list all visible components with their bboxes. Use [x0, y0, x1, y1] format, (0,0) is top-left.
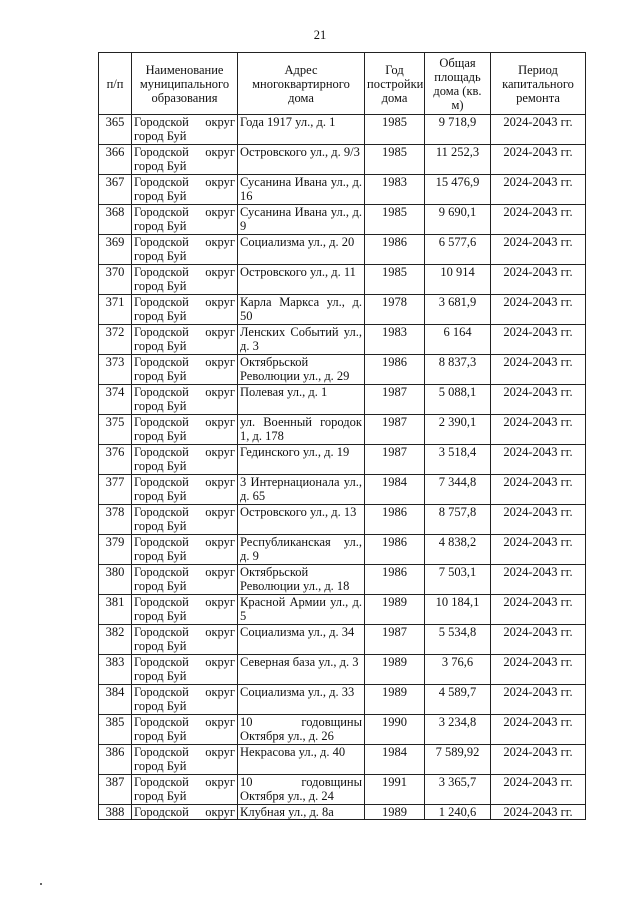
municipality-city: город Буй [134, 369, 187, 383]
municipality-line [134, 655, 235, 669]
address-cell: Островского ул., д. 11 [238, 265, 365, 295]
period-cell: 2024-2043 гг. [491, 745, 586, 775]
area-cell: 3 76,6 [425, 655, 491, 685]
period-cell: 2024-2043 гг. [491, 535, 586, 565]
row-number: 387 [99, 775, 132, 805]
municipality-type: Городской [134, 325, 189, 339]
table-row [99, 295, 586, 325]
address-cell: Островского ул., д. 13 [238, 505, 365, 535]
municipality-city: город Буй [134, 399, 187, 413]
area-cell: 7 503,1 [425, 565, 491, 595]
municipality-city: город Буй [134, 249, 187, 263]
municipality-cell [132, 535, 238, 565]
table-row [99, 535, 586, 565]
table-body [99, 115, 586, 820]
address-cell: Клубная ул., д. 8а [238, 805, 365, 820]
municipality-line [134, 505, 235, 519]
area-cell: 7 344,8 [425, 475, 491, 505]
table-row [99, 565, 586, 595]
municipality-kind: округ [205, 415, 235, 429]
municipality-city: город Буй [134, 699, 187, 713]
period-cell: 2024-2043 гг. [491, 325, 586, 355]
period-cell: 2024-2043 гг. [491, 715, 586, 745]
table-header-row [99, 53, 586, 115]
row-number: 375 [99, 415, 132, 445]
area-cell: 2 390,1 [425, 415, 491, 445]
year-cell: 1986 [365, 565, 425, 595]
municipality-line [134, 535, 235, 549]
row-number: 385 [99, 715, 132, 745]
year-cell: 1984 [365, 475, 425, 505]
municipality-kind: округ [205, 355, 235, 369]
year-cell: 1987 [365, 415, 425, 445]
area-cell: 5 534,8 [425, 625, 491, 655]
municipality-cell [132, 445, 238, 475]
municipality-type: Городской [134, 295, 189, 309]
municipality-cell [132, 595, 238, 625]
area-cell: 10 914 [425, 265, 491, 295]
municipality-type: Городской [134, 115, 189, 129]
year-cell: 1984 [365, 745, 425, 775]
row-number: 382 [99, 625, 132, 655]
period-cell: 2024-2043 гг. [491, 565, 586, 595]
row-number: 370 [99, 265, 132, 295]
row-number: 371 [99, 295, 132, 325]
municipality-cell [132, 235, 238, 265]
municipality-city: город Буй [134, 609, 187, 623]
municipality-cell [132, 145, 238, 175]
municipality-city: город Буй [134, 639, 187, 653]
municipality-line [134, 295, 235, 309]
row-number: 380 [99, 565, 132, 595]
municipality-line [134, 385, 235, 399]
area-cell: 7 589,92 [425, 745, 491, 775]
table-row [99, 595, 586, 625]
row-number: 368 [99, 205, 132, 235]
area-cell: 3 234,8 [425, 715, 491, 745]
area-cell: 15 476,9 [425, 175, 491, 205]
table-row [99, 355, 586, 385]
municipality-city: город Буй [134, 129, 187, 143]
municipality-cell [132, 565, 238, 595]
municipality-type: Городской [134, 505, 189, 519]
municipality-cell [132, 355, 238, 385]
municipality-cell [132, 715, 238, 745]
year-cell: 1987 [365, 445, 425, 475]
address-cell: Сусанина Ивана ул., д. 9 [238, 205, 365, 235]
table-row [99, 445, 586, 475]
year-cell: 1983 [365, 325, 425, 355]
address-cell: Гединского ул., д. 19 [238, 445, 365, 475]
municipality-type: Городской [134, 745, 189, 759]
municipality-type: Городской [134, 175, 189, 189]
housing-register-table [98, 52, 586, 820]
municipality-line [134, 175, 235, 189]
municipality-city: город Буй [134, 429, 187, 443]
period-cell: 2024-2043 гг. [491, 805, 586, 820]
period-cell: 2024-2043 гг. [491, 655, 586, 685]
municipality-kind: округ [205, 265, 235, 279]
row-number: 365 [99, 115, 132, 145]
municipality-type: Городской [134, 265, 189, 279]
municipality-cell [132, 655, 238, 685]
area-cell: 4 838,2 [425, 535, 491, 565]
municipality-type: Городской [134, 355, 189, 369]
municipality-type: Городской [134, 415, 189, 429]
municipality-line [134, 445, 235, 459]
period-cell: 2024-2043 гг. [491, 685, 586, 715]
period-cell: 2024-2043 гг. [491, 775, 586, 805]
year-cell: 1986 [365, 235, 425, 265]
period-cell: 2024-2043 гг. [491, 415, 586, 445]
header-address: Адрес многоквартирного дома [238, 53, 365, 115]
municipality-cell [132, 175, 238, 205]
municipality-kind: округ [205, 775, 235, 789]
address-cell: Сусанина Ивана ул., д. 16 [238, 175, 365, 205]
municipality-city: город Буй [134, 729, 187, 743]
address-cell: 10 годовщины Октября ул., д. 26 [238, 715, 365, 745]
table-row [99, 625, 586, 655]
municipality-type: Городской [134, 145, 189, 159]
area-cell: 6 164 [425, 325, 491, 355]
address-cell: Ленских Событий ул., д. 3 [238, 325, 365, 355]
municipality-line [134, 745, 235, 759]
municipality-city: город Буй [134, 579, 187, 593]
municipality-line [134, 685, 235, 699]
municipality-cell [132, 505, 238, 535]
period-cell: 2024-2043 гг. [491, 295, 586, 325]
municipality-city: город Буй [134, 549, 187, 563]
municipality-type: Городской [134, 715, 189, 729]
area-cell: 10 184,1 [425, 595, 491, 625]
row-number: 377 [99, 475, 132, 505]
municipality-cell [132, 325, 238, 355]
municipality-kind: округ [205, 805, 235, 819]
area-cell: 1 240,6 [425, 805, 491, 820]
year-cell: 1978 [365, 295, 425, 325]
municipality-line [134, 265, 235, 279]
address-cell: ул. Военный городок 1, д. 178 [238, 415, 365, 445]
area-cell: 4 589,7 [425, 685, 491, 715]
period-cell: 2024-2043 гг. [491, 355, 586, 385]
municipality-type: Городской [134, 205, 189, 219]
municipality-type: Городской [134, 625, 189, 639]
table-row [99, 325, 586, 355]
table-row [99, 415, 586, 445]
row-number: 373 [99, 355, 132, 385]
period-cell: 2024-2043 гг. [491, 175, 586, 205]
table-row [99, 115, 586, 145]
municipality-type: Городской [134, 655, 189, 669]
period-cell: 2024-2043 гг. [491, 595, 586, 625]
address-cell: Красной Армии ул., д. 5 [238, 595, 365, 625]
header-num: п/п [99, 53, 132, 115]
row-number: 372 [99, 325, 132, 355]
address-cell: 3 Интернационала ул., д. 65 [238, 475, 365, 505]
row-number: 388 [99, 805, 132, 820]
municipality-line [134, 145, 235, 159]
municipality-kind: округ [205, 295, 235, 309]
municipality-line [134, 475, 235, 489]
table-row [99, 145, 586, 175]
year-cell: 1987 [365, 625, 425, 655]
municipality-city: город Буй [134, 159, 187, 173]
municipality-type: Городской [134, 805, 189, 819]
table-row [99, 205, 586, 235]
municipality-type: Городской [134, 445, 189, 459]
year-cell: 1985 [365, 115, 425, 145]
period-cell: 2024-2043 гг. [491, 625, 586, 655]
period-cell: 2024-2043 гг. [491, 235, 586, 265]
municipality-city: город Буй [134, 759, 187, 773]
municipality-city: город Буй [134, 489, 187, 503]
municipality-line [134, 325, 235, 339]
year-cell: 1986 [365, 505, 425, 535]
municipality-kind: округ [205, 385, 235, 399]
row-number: 367 [99, 175, 132, 205]
municipality-kind: округ [205, 175, 235, 189]
municipality-kind: округ [205, 115, 235, 129]
table-row [99, 685, 586, 715]
municipality-city: город Буй [134, 669, 187, 683]
municipality-type: Городской [134, 475, 189, 489]
year-cell: 1985 [365, 145, 425, 175]
row-number: 383 [99, 655, 132, 685]
year-cell: 1987 [365, 385, 425, 415]
area-cell: 3 681,9 [425, 295, 491, 325]
table-row [99, 505, 586, 535]
row-number: 374 [99, 385, 132, 415]
municipality-type: Городской [134, 565, 189, 579]
page-number: 21 [313, 28, 327, 42]
period-cell: 2024-2043 гг. [491, 445, 586, 475]
address-cell: Социализма ул., д. 33 [238, 685, 365, 715]
period-cell: 2024-2043 гг. [491, 205, 586, 235]
municipality-city: город Буй [134, 189, 187, 203]
municipality-line [134, 565, 235, 579]
period-cell: 2024-2043 гг. [491, 475, 586, 505]
municipality-cell [132, 205, 238, 235]
year-cell: 1989 [365, 595, 425, 625]
year-cell: 1989 [365, 685, 425, 715]
area-cell: 9 718,9 [425, 115, 491, 145]
municipality-type: Городской [134, 535, 189, 549]
municipality-kind: округ [205, 595, 235, 609]
row-number: 381 [99, 595, 132, 625]
address-cell: Северная база ул., д. 3 [238, 655, 365, 685]
year-cell: 1985 [365, 265, 425, 295]
municipality-cell [132, 805, 238, 820]
year-cell: 1983 [365, 175, 425, 205]
period-cell: 2024-2043 гг. [491, 385, 586, 415]
municipality-type: Городской [134, 235, 189, 249]
municipality-cell [132, 745, 238, 775]
municipality-kind: округ [205, 655, 235, 669]
address-cell: Социализма ул., д. 34 [238, 625, 365, 655]
municipality-kind: округ [205, 715, 235, 729]
municipality-kind: округ [205, 145, 235, 159]
table-row [99, 265, 586, 295]
address-cell: Полевая ул., д. 1 [238, 385, 365, 415]
municipality-line [134, 715, 235, 729]
municipality-cell [132, 385, 238, 415]
row-number: 376 [99, 445, 132, 475]
municipality-kind: округ [205, 325, 235, 339]
municipality-line [134, 205, 235, 219]
table-row [99, 385, 586, 415]
municipality-cell [132, 115, 238, 145]
year-cell: 1986 [365, 355, 425, 385]
municipality-kind: округ [205, 565, 235, 579]
table-row [99, 805, 586, 820]
address-cell: Года 1917 ул., д. 1 [238, 115, 365, 145]
row-number: 384 [99, 685, 132, 715]
municipality-kind: округ [205, 505, 235, 519]
table-row [99, 655, 586, 685]
year-cell: 1985 [365, 205, 425, 235]
municipality-line [134, 235, 235, 249]
municipality-city: город Буй [134, 789, 187, 803]
municipality-line [134, 115, 235, 129]
table-row [99, 775, 586, 805]
area-cell: 3 365,7 [425, 775, 491, 805]
municipality-line [134, 595, 235, 609]
municipality-type: Городской [134, 595, 189, 609]
municipality-cell [132, 415, 238, 445]
municipality-kind: округ [205, 625, 235, 639]
municipality-cell [132, 475, 238, 505]
address-cell: Некрасова ул., д. 40 [238, 745, 365, 775]
municipality-type: Городской [134, 775, 189, 789]
table-row [99, 745, 586, 775]
municipality-city: город Буй [134, 339, 187, 353]
area-cell: 8 757,8 [425, 505, 491, 535]
table-row [99, 715, 586, 745]
municipality-line [134, 625, 235, 639]
municipality-kind: округ [205, 535, 235, 549]
area-cell: 9 690,1 [425, 205, 491, 235]
municipality-kind: округ [205, 205, 235, 219]
address-cell: Социализма ул., д. 20 [238, 235, 365, 265]
table-row [99, 235, 586, 265]
municipality-kind: округ [205, 475, 235, 489]
period-cell: 2024-2043 гг. [491, 145, 586, 175]
area-cell: 8 837,3 [425, 355, 491, 385]
year-cell: 1989 [365, 655, 425, 685]
municipality-city: город Буй [134, 309, 187, 323]
municipality-city: город Буй [134, 459, 187, 473]
row-number: 378 [99, 505, 132, 535]
row-number: 379 [99, 535, 132, 565]
municipality-city: город Буй [134, 219, 187, 233]
year-cell: 1991 [365, 775, 425, 805]
area-cell: 3 518,4 [425, 445, 491, 475]
area-cell: 5 088,1 [425, 385, 491, 415]
row-number: 369 [99, 235, 132, 265]
header-year: Год постройки дома [365, 53, 425, 115]
municipality-cell [132, 775, 238, 805]
row-number: 386 [99, 745, 132, 775]
municipality-kind: округ [205, 745, 235, 759]
area-cell: 6 577,6 [425, 235, 491, 265]
address-cell: 10 годовщины Октября ул., д. 24 [238, 775, 365, 805]
table-row [99, 475, 586, 505]
municipality-line [134, 415, 235, 429]
header-area: Общая площадь дома (кв. м) [425, 53, 491, 115]
year-cell: 1990 [365, 715, 425, 745]
municipality-type: Городской [134, 385, 189, 399]
year-cell: 1989 [365, 805, 425, 820]
row-number: 366 [99, 145, 132, 175]
period-cell: 2024-2043 гг. [491, 265, 586, 295]
municipality-city: город Буй [134, 519, 187, 533]
period-cell: 2024-2043 гг. [491, 505, 586, 535]
header-municipality: Наименование муниципального образования [132, 53, 238, 115]
table-row [99, 175, 586, 205]
address-cell: Октябрьской Революции ул., д. 29 [238, 355, 365, 385]
municipality-line [134, 355, 235, 369]
header-period: Период капитального ремонта [491, 53, 586, 115]
address-cell: Островского ул., д. 9/3 [238, 145, 365, 175]
municipality-kind: округ [205, 685, 235, 699]
municipality-cell [132, 295, 238, 325]
scan-speck [40, 883, 42, 885]
year-cell: 1986 [365, 535, 425, 565]
municipality-cell [132, 625, 238, 655]
address-cell: Карла Маркса ул., д. 50 [238, 295, 365, 325]
municipality-line [134, 775, 235, 789]
municipality-kind: округ [205, 445, 235, 459]
municipality-city: город Буй [134, 279, 187, 293]
municipality-kind: округ [205, 235, 235, 249]
municipality-type: Городской [134, 685, 189, 699]
address-cell: Республиканская ул., д. 9 [238, 535, 365, 565]
period-cell: 2024-2043 гг. [491, 115, 586, 145]
area-cell: 11 252,3 [425, 145, 491, 175]
municipality-cell [132, 685, 238, 715]
municipality-line [134, 805, 235, 819]
address-cell: Октябрьской Революции ул., д. 18 [238, 565, 365, 595]
municipality-cell [132, 265, 238, 295]
